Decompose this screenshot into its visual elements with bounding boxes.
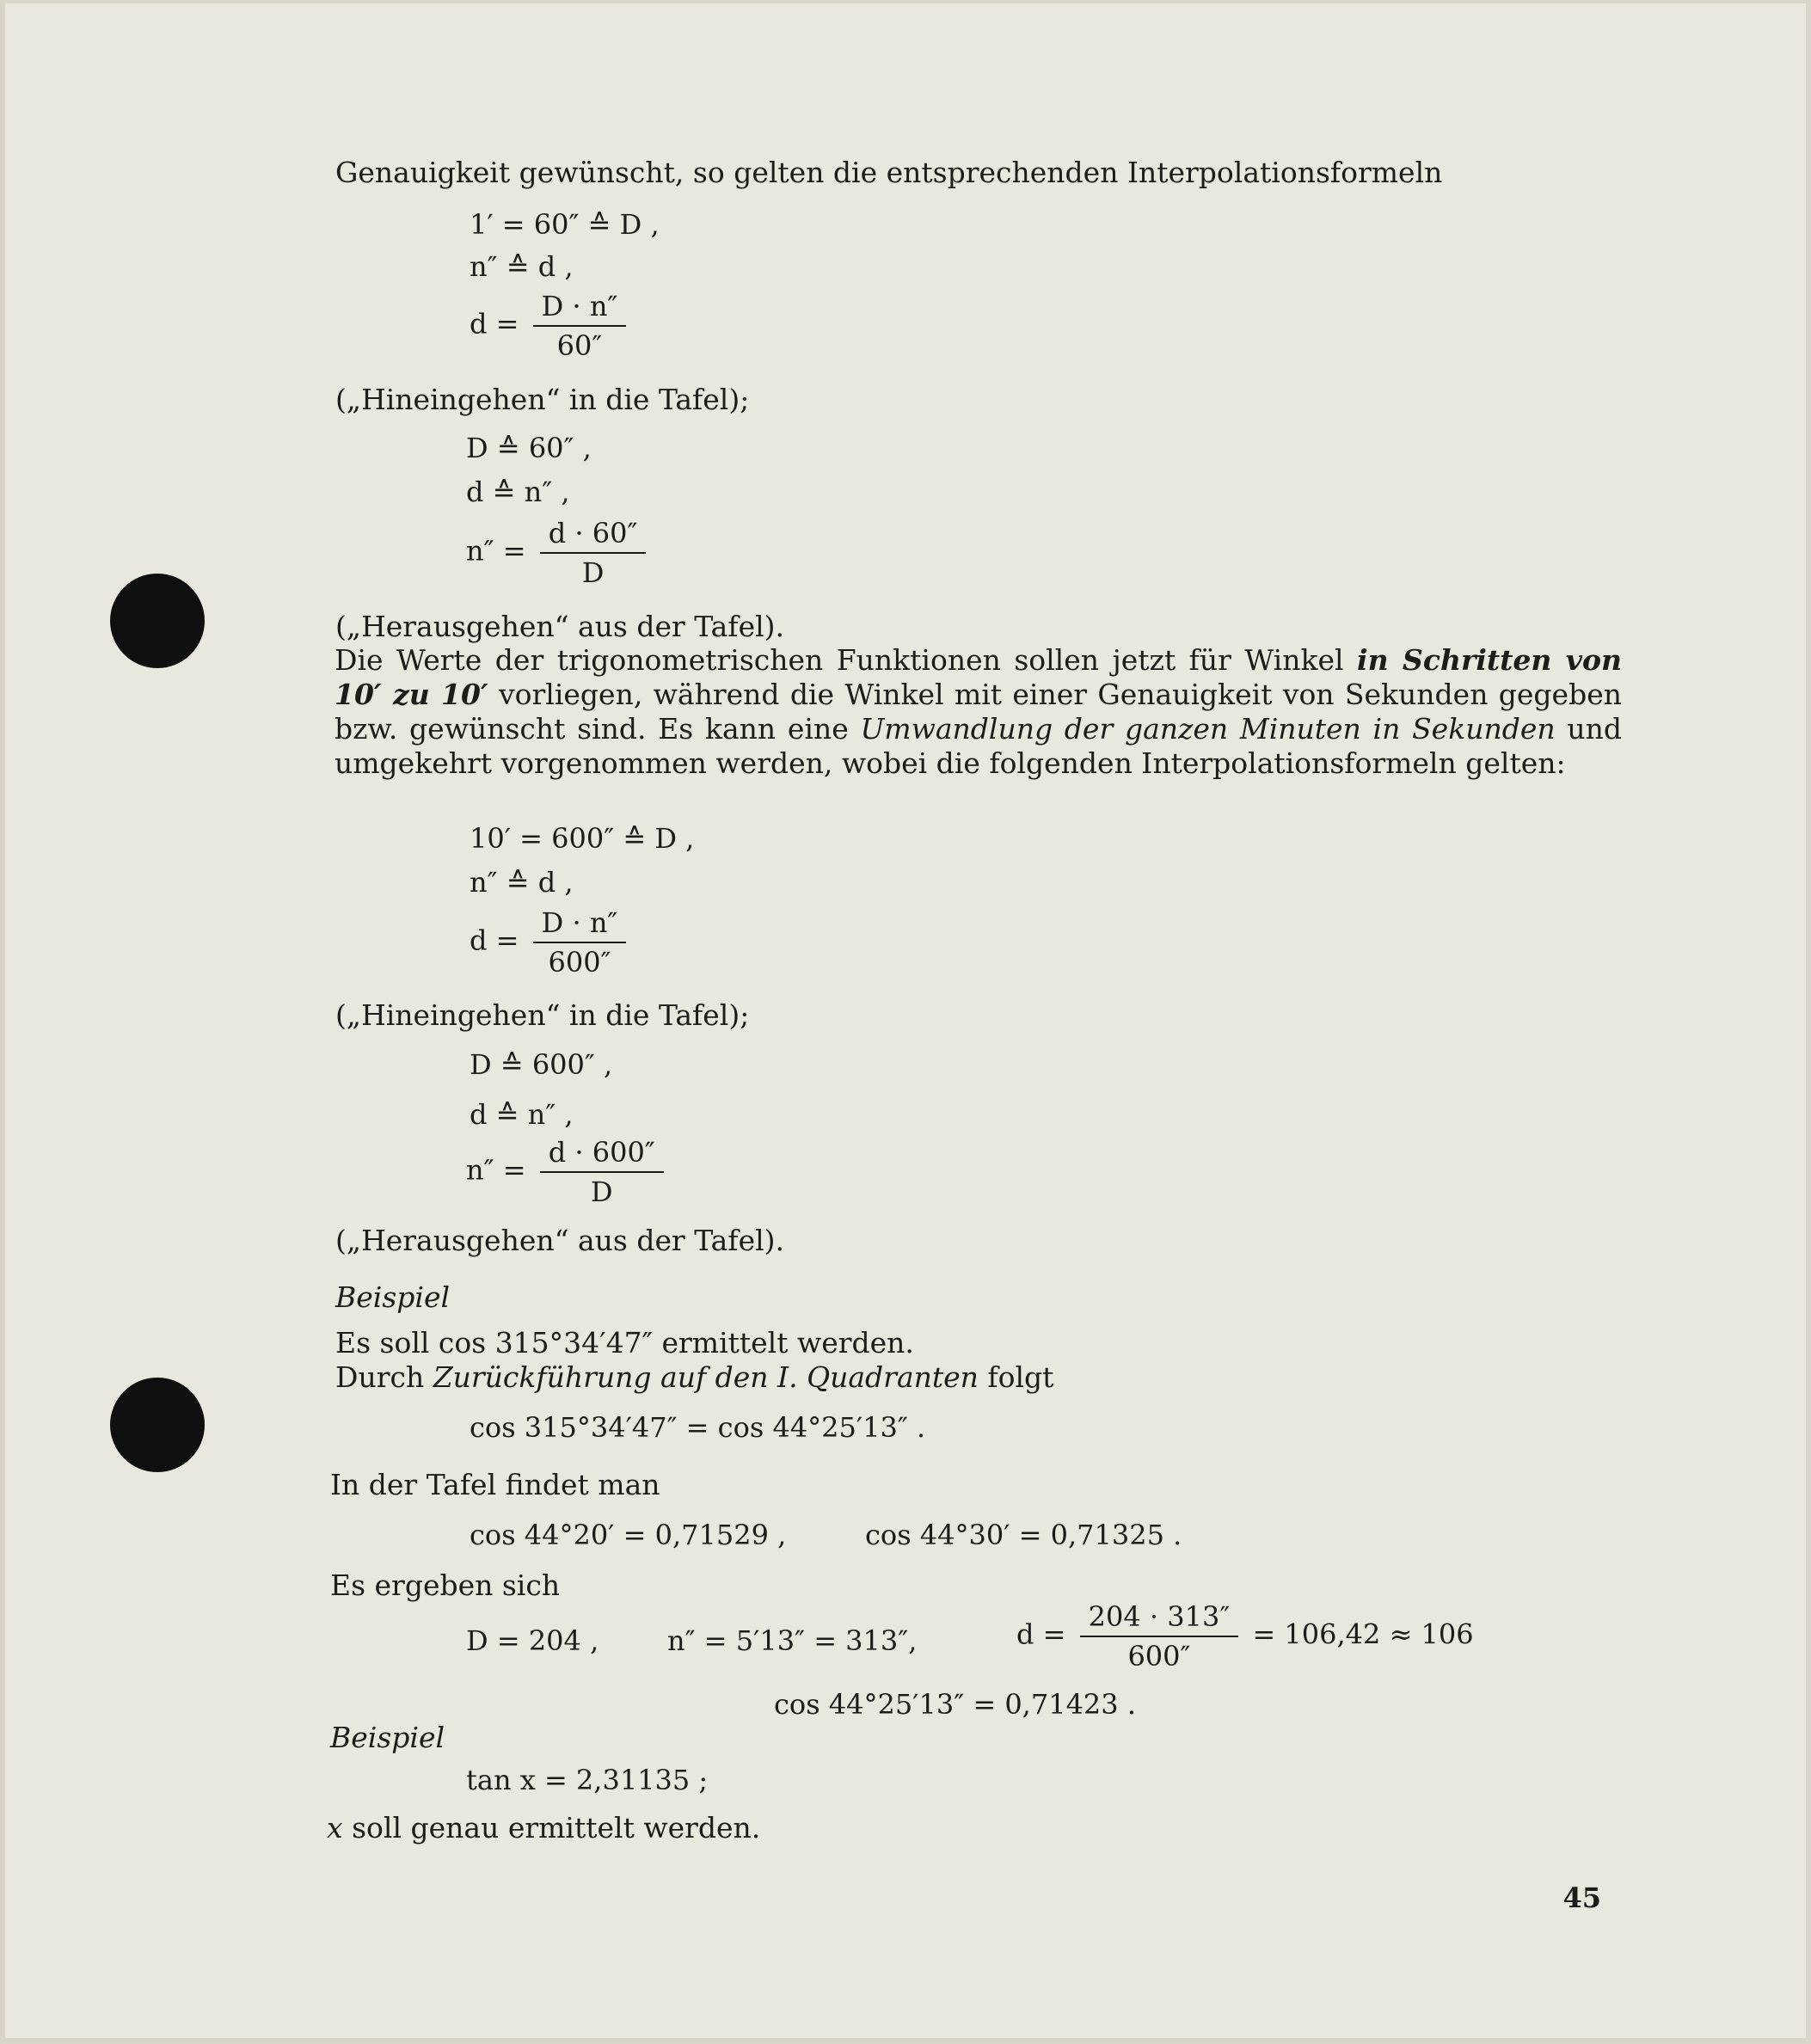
punch-hole <box>110 574 205 668</box>
formula: 10′ = 600″ ≙ D , <box>470 822 695 855</box>
punch-hole <box>110 1378 205 1472</box>
note-text: („Hineingehen“ in die Tafel); <box>335 383 750 416</box>
denominator: 600″ <box>1127 1640 1191 1673</box>
formula: D = 204 , <box>466 1624 599 1657</box>
formula-lhs: n″ = <box>466 534 526 568</box>
text-run: soll genau ermittelt werden. <box>342 1811 761 1845</box>
formula: D ≙ 60″ , <box>466 432 592 464</box>
text-run: folgt <box>978 1360 1054 1394</box>
formula: cos 44°25′13″ = 0,71423 . <box>774 1688 1136 1721</box>
formula: cos 315°34′47″ = cos 44°25′13″ . <box>470 1411 926 1444</box>
text-line: Es ergeben sich <box>330 1568 561 1602</box>
formula-lhs: d = <box>470 307 519 341</box>
emphasis: Umwandlung der ganzen Minuten in Sekunden <box>860 712 1556 746</box>
denominator: D <box>581 556 605 589</box>
denominator: 60″ <box>556 329 603 362</box>
note-text: („Herausgehen“ aus der Tafel). <box>335 610 785 643</box>
formula: cos 44°30′ = 0,71325 . <box>865 1519 1182 1551</box>
example-heading: Beispiel <box>335 1280 451 1314</box>
fraction <box>540 1136 664 1208</box>
formula: n″ ≙ d , <box>470 866 574 899</box>
denominator: 600″ <box>548 946 611 979</box>
numerator: D · n″ <box>533 292 627 327</box>
text-line: Es soll cos 315°34′47″ ermittelt werden. <box>335 1326 914 1360</box>
variable: x <box>327 1811 343 1845</box>
emphasis: in Schritten von 10′ zu 10′ <box>335 643 1622 711</box>
text-line <box>335 1360 1054 1394</box>
numerator: D · n″ <box>533 909 627 943</box>
formula: n″ = 5′13″ = 313″, <box>667 1624 918 1657</box>
formula-lhs: d = <box>470 924 519 957</box>
numerator: d · 600″ <box>540 1139 664 1173</box>
formula: cos 44°20′ = 0,71529 , <box>470 1519 787 1551</box>
text-run: und umgekehrt vorgenommen werden, wobei die folgenden Interpolationsformeln gelten: <box>335 712 1622 780</box>
intro-text: Genauigkeit gewünscht, so gelten die entsprechenden Interpolationsformeln <box>335 156 1443 189</box>
book-page <box>5 3 1806 2038</box>
text-run: Die Werte der trigonometrischen Funktionen sollen jetzt für Winkel <box>335 643 1358 677</box>
formula-lhs: n″ = <box>466 1153 526 1187</box>
fraction-formula <box>470 290 631 362</box>
formula: n″ ≙ d , <box>470 250 574 283</box>
note-text: („Herausgehen“ aus der Tafel). <box>335 1224 785 1257</box>
fraction <box>533 906 627 979</box>
fraction-formula <box>470 906 631 979</box>
note-text: („Hineingehen“ in die Tafel); <box>335 998 750 1032</box>
formula: D ≙ 600″ , <box>470 1048 613 1081</box>
fraction-formula <box>466 1136 669 1208</box>
formula-lhs: d = <box>1016 1617 1066 1651</box>
fraction <box>1080 1600 1239 1673</box>
fraction <box>540 517 647 589</box>
formula: d ≙ n″ , <box>466 476 570 508</box>
fraction-formula <box>1016 1600 1474 1673</box>
fraction <box>533 290 627 362</box>
paragraph <box>335 643 1622 781</box>
text-line <box>327 1811 761 1845</box>
numerator: 204 · 313″ <box>1080 1603 1239 1637</box>
numerator: d · 60″ <box>540 519 647 554</box>
text-run: Durch <box>335 1360 433 1394</box>
text-run: vorliegen, während die Winkel mit einer Genauigkeit von Sekunden gegeben bzw. gewünscht sind. Es kann eine <box>335 678 1622 746</box>
text-line: In der Tafel findet man <box>330 1468 660 1501</box>
formula: d ≙ n″ , <box>470 1098 574 1131</box>
formula-rhs: = 106,42 ≈ 106 <box>1252 1617 1474 1651</box>
emphasis: Zurückführung auf den I. Quadranten <box>433 1360 979 1394</box>
denominator: D <box>590 1175 613 1208</box>
fraction-formula <box>466 517 651 589</box>
formula: tan x = 2,31135 ; <box>466 1764 709 1796</box>
page-number: 45 <box>1562 1881 1601 1914</box>
example-heading: Beispiel <box>330 1721 445 1754</box>
formula: 1′ = 60″ ≙ D , <box>470 208 660 241</box>
